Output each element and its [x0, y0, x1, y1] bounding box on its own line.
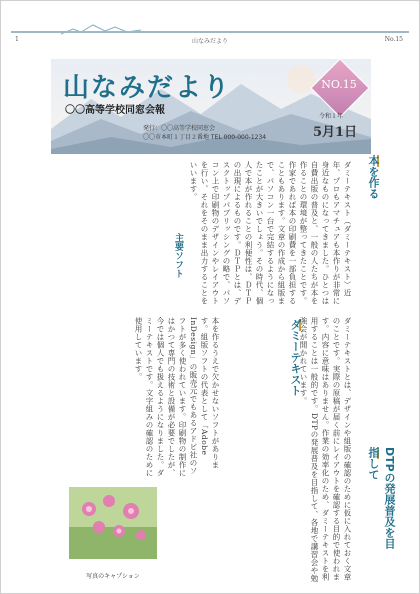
article-text: 本を作るうえで欠かせないソフトがあります。組版ソフトの代表として「Adobe InDesign」の販売元でもあるアドビ社のソフトが多く使われています。印刷物の制作にはかつて専門の技術と設備が必要でしたが、今では個人でも扱えるようになりました。ダミーテキストです。文字組みの確認のために使用しています。: [134, 317, 220, 477]
running-title: 山なみだより: [191, 38, 228, 45]
page-number: 1: [15, 36, 19, 43]
header-rule: [11, 31, 409, 33]
issue-number: No.15: [384, 36, 403, 43]
masthead: [51, 59, 371, 154]
article-text: ダミーテキストとは、デザインや組版の確認のために仮に入れておく文章のことです。実際の原稿が届く前にレイアウトを確認する目的で使われます。内容に意味はありません。作業の効率化のため、ダミーテキストを利用することは一般的です。DTPの発展普及を目指して、各地で講習会や勉強会が開かれています。: [299, 317, 352, 583]
section-heading: ダミーテキスト: [289, 319, 302, 396]
address: 〇〇市本町１丁目２番地 TEL 000-000-1234: [143, 134, 267, 141]
issue-date: 5月1日: [313, 125, 358, 140]
newsletter-title: 山なみだより: [63, 73, 232, 103]
section-heading: DTPの発展普及を目指して: [367, 447, 396, 549]
issue-badge-label: NO.15: [321, 78, 357, 91]
publisher: 発行：〇〇高等学校同窓会: [143, 125, 216, 132]
newsletter-subtitle: 〇〇高等学校同窓会報: [65, 105, 165, 116]
mountain-line-icon: [61, 23, 141, 35]
article-text: ダミーテキスト（ダミーテキスト）近年、プロもアマチュアも本作りが非常に身近なものになってきました。ひとつは自費出版の普及と、一般の人たちが本を作ることの環境が整ってきたことです。作家であれば本の印刷費を一部負担することもあります。文章の作成から組版まで、パソコン一台で完結するようになったことが大きいでしょう。その時代、個人で本が作れることの利便性は、ＤＴＰの出現によるものです。ＤＴＰとは、デスクトップパブリッシングの略で、パソコン上で印刷物のデザインやレイアウトを行い、それをそのまま出力することをいいます。: [189, 161, 352, 305]
flower-photo: [69, 487, 157, 559]
section-heading: 本を作る: [367, 155, 380, 199]
photo-caption: 写真のキャプション: [86, 573, 140, 580]
section-heading: 主要ソフト: [173, 233, 183, 278]
issue-era: 令和１年: [319, 113, 344, 120]
